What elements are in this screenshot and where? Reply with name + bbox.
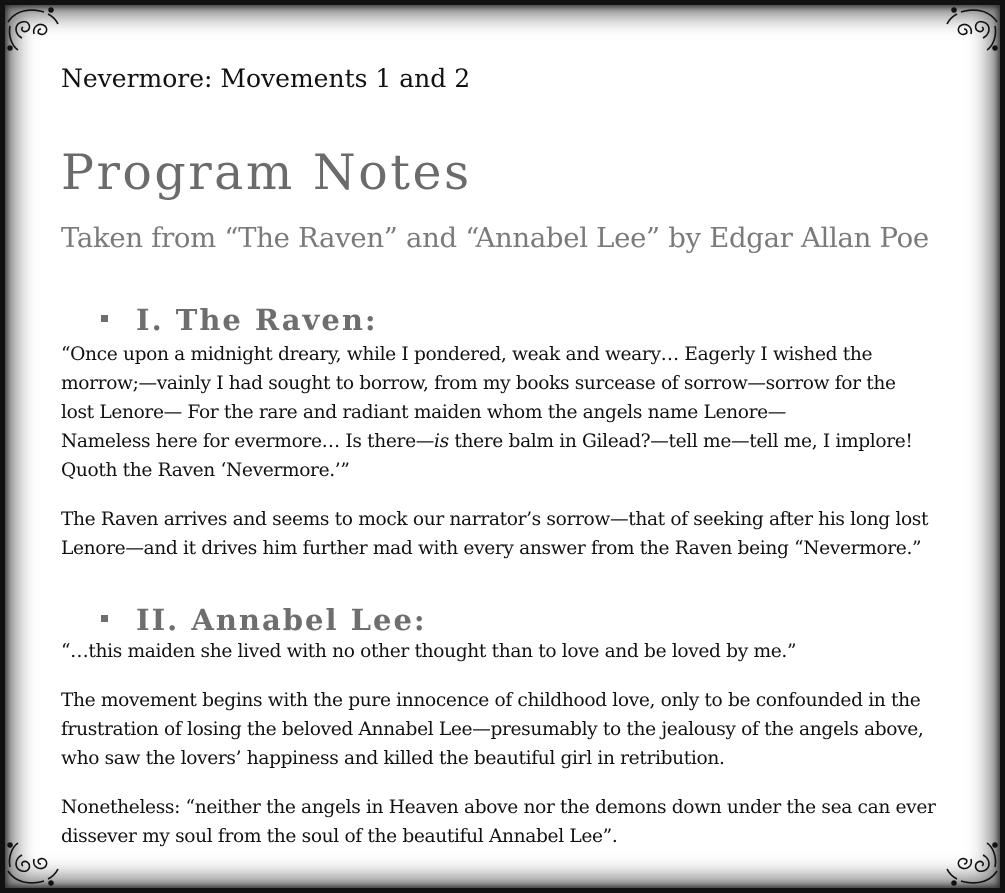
annabel-closing [61,793,961,851]
quote-line: “Once upon a midnight dreary, while I pondered, weak and weary… Eagerly I wished the [61,344,873,365]
section-heading-raven [101,303,378,337]
corner-flourish-icon [943,4,1001,54]
section-heading-label: I. The Raven: [136,303,378,337]
document-header: Nevermore: Movements 1 and 2 [61,64,471,93]
section-heading-annabel-lee [101,603,427,637]
quote-line-part: Nameless here for evermore… Is there— [61,431,434,452]
quote-line: “…this maiden she lived with no other thought than to love and be loved by me.” [61,641,797,662]
annabel-quote [61,637,961,666]
body-line: Lenore—and it drives him further mad with every answer from the Raven being “Nevermore.” [61,538,922,559]
body-line: dissever my soul from the soul of the beautiful Annabel Lee”. [61,826,618,847]
body-line: who saw the lovers’ happiness and killed the beautiful girl in retribution. [61,748,725,769]
page-subtitle: Taken from “The Raven” and “Annabel Lee” by Edgar Allan Poe [61,222,929,254]
quote-line: lost Lenore— For the rare and radiant maiden whom the angels name Lenore— [61,402,787,423]
annabel-description [61,686,961,773]
quote-line-part: there balm in Gilead?—tell me—tell me, I implore! [448,431,913,452]
corner-flourish-icon [4,839,62,889]
section-heading-label: II. Annabel Lee: [136,603,427,637]
body-line: The Raven arrives and seems to mock our narrator’s sorrow—that of seeking after his long lost [61,509,929,530]
corner-flourish-icon [4,4,62,54]
body-line: frustration of losing the beloved Annabel Lee—presumably to the jealousy of the angels above, [61,719,924,740]
body-line: Nonetheless: “neither the angels in Heaven above nor the demons down under the sea can ever [61,797,936,818]
quote-emphasis: is [434,431,449,452]
page-title: Program Notes [61,144,472,201]
square-bullet-icon [101,615,108,622]
body-line: The movement begins with the pure innocence of childhood love, only to be confounded in the [61,690,921,711]
raven-quote [61,340,961,485]
quote-line: Quoth the Raven ‘Nevermore.’” [61,460,350,481]
raven-description [61,505,961,563]
square-bullet-icon [101,315,108,322]
quote-line: morrow;—vainly I had sought to borrow, from my books surcease of sorrow—sorrow for the [61,373,896,394]
quote-line [61,427,961,456]
